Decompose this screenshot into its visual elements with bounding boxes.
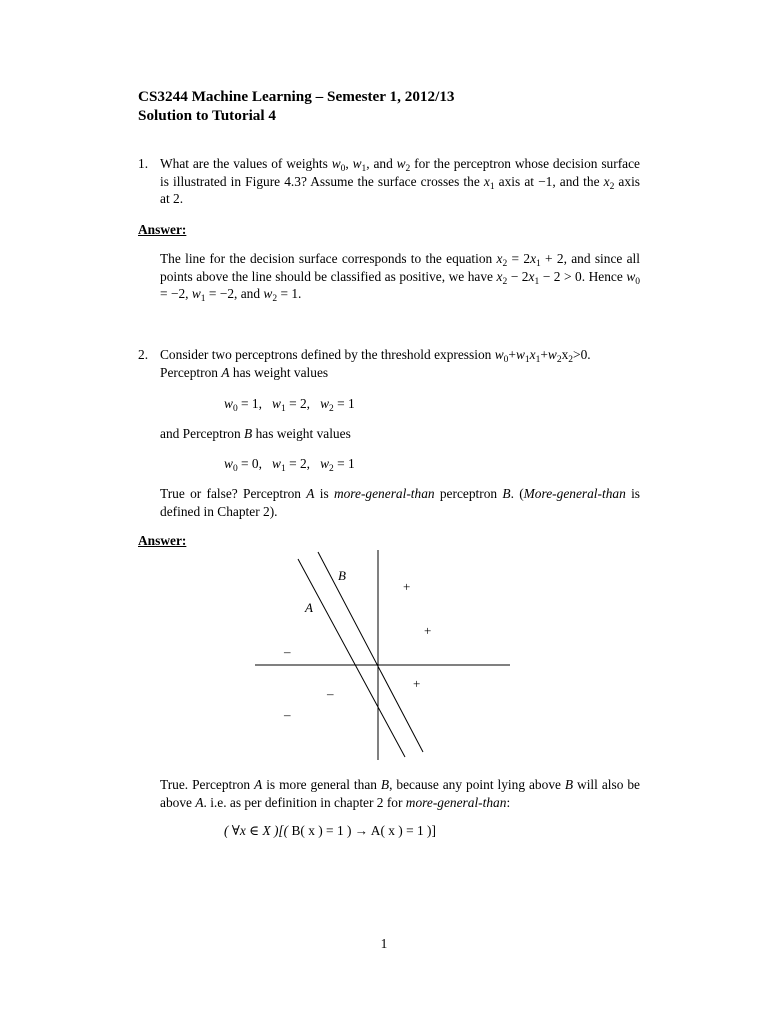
- answer-label-1: Answer:: [138, 222, 187, 237]
- question-2-text: Consider two perceptrons defined by the threshold expression $w_0+w_1x_1+w_2x_2>0$. Perceptron A has weight values: [160, 347, 591, 380]
- plus-sign-1: +: [403, 579, 411, 594]
- answer-label-2: Answer:: [138, 533, 187, 548]
- question-2-number: 2.: [138, 347, 149, 362]
- question-1: [138, 155, 640, 208]
- weights-perceptron-a: $w_0 = 1$, $w_1 = 2$, $w_2 = 1$: [224, 396, 355, 414]
- question-2: [138, 346, 640, 381]
- question-1-text: What are the values of weights $w_0$, $w_1$, and $w_2$ for the perceptron whose decision surface is illustrated in Figure 4.3? Assume the surface crosses the $x_1$ axis at −1, and the $x_2$ axis at 2.: [160, 156, 641, 206]
- label-b: B: [338, 568, 346, 583]
- tutorial-title: Solution to Tutorial 4: [138, 107, 276, 124]
- perceptron-diagram: [250, 545, 515, 765]
- line-a: [298, 559, 405, 757]
- course-title: CS3244 Machine Learning – Semester 1, 2012/13: [138, 88, 455, 105]
- answer-2-text: True. Perceptron A is more general than B, because any point lying above B will also be above A. i.e. as per definition in chapter 2 for more-general-than:: [160, 777, 640, 810]
- weights-perceptron-b: $w_0 = 0$, $w_1 = 2$, $w_2 = 1$: [224, 456, 355, 474]
- question-1-number: 1.: [138, 156, 149, 171]
- plus-sign-3: +: [413, 676, 421, 691]
- minus-sign-2: –: [327, 686, 334, 701]
- plus-sign-2: +: [424, 623, 432, 638]
- label-a: A: [305, 600, 313, 615]
- minus-sign-3: –: [284, 707, 291, 722]
- minus-sign-1: –: [284, 644, 291, 659]
- more-general-than-formula: ( ∀x ∈ X )[( B( x ) = 1 ) → A( x ) = 1 )]: [224, 823, 436, 838]
- perceptron-b-intro: and Perceptron B has weight values: [160, 426, 351, 441]
- document-title: [138, 87, 455, 125]
- answer-1-text: The line for the decision surface corresponds to the equation $x_2 = 2x_1 + 2$, and since all points above the line should be classified as positive, we have $x_2 - 2x_1 - 2 > 0$. Hence $w_0 = -2$, $w_1 = -2$, and $w_2 = 1$.: [160, 251, 641, 304]
- true-false-question: True or false? Perceptron A is more-general-than perceptron B. (More-general-than is defined in Chapter 2).: [160, 486, 640, 519]
- page-number: 1: [380, 936, 388, 951]
